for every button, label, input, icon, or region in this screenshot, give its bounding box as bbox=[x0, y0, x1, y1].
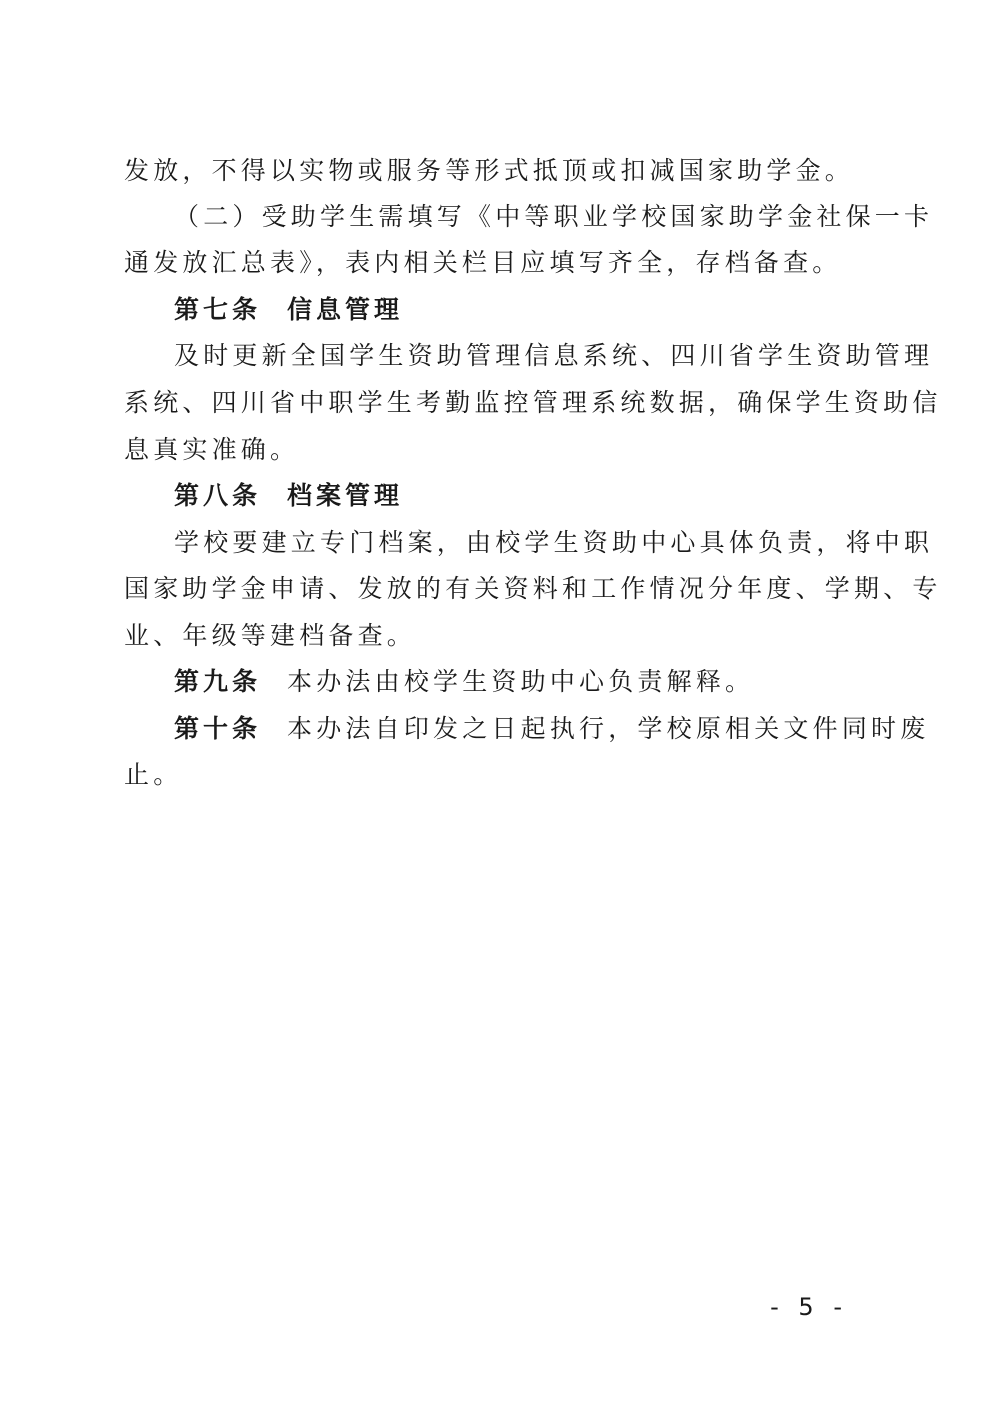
page-number: - 5 - bbox=[770, 1293, 848, 1321]
article-9-text: 本办法由校学生资助中心负责解释。 bbox=[287, 667, 755, 696]
article-7-number: 第七条 bbox=[174, 295, 262, 324]
article-8-number: 第八条 bbox=[174, 481, 262, 510]
article-8-title: 档案管理 bbox=[287, 481, 404, 510]
paragraph-line: 国家助学金申请、发放的有关资料和工作情况分年度、学期、专 bbox=[124, 574, 942, 603]
paragraph-line: 息真实准确。 bbox=[124, 435, 300, 464]
article-10 bbox=[174, 712, 930, 746]
article-10-number: 第十条 bbox=[174, 714, 262, 743]
paragraph-line: （二）受助学生需填写《中等职业学校国家助学金社保一卡 bbox=[174, 202, 934, 231]
article-10-text: 本办法自印发之日起执行，学校原相关文件同时废 bbox=[287, 714, 930, 743]
paragraph-line: 及时更新全国学生资助管理信息系统、四川省学生资助管理 bbox=[174, 341, 934, 370]
article-9-number: 第九条 bbox=[174, 667, 262, 696]
paragraph-line: 系统、四川省中职学生考勤监控管理系统数据，确保学生资助信 bbox=[124, 388, 942, 417]
paragraph-line: 通发放汇总表》，表内相关栏目应填写齐全，存档备查。 bbox=[124, 248, 842, 277]
article-7-heading bbox=[174, 293, 864, 327]
paragraph-line: 止。 bbox=[124, 760, 183, 789]
paragraph-line: 学校要建立专门档案，由校学生资助中心具体负责，将中职 bbox=[174, 528, 934, 557]
article-8-heading bbox=[174, 479, 864, 513]
paragraph-line: 业、年级等建档备查。 bbox=[124, 621, 417, 650]
article-7-title: 信息管理 bbox=[287, 295, 404, 324]
article-9 bbox=[174, 665, 864, 699]
paragraph-line: 发放，不得以实物或服务等形式抵顶或扣减国家助学金。 bbox=[124, 156, 855, 185]
